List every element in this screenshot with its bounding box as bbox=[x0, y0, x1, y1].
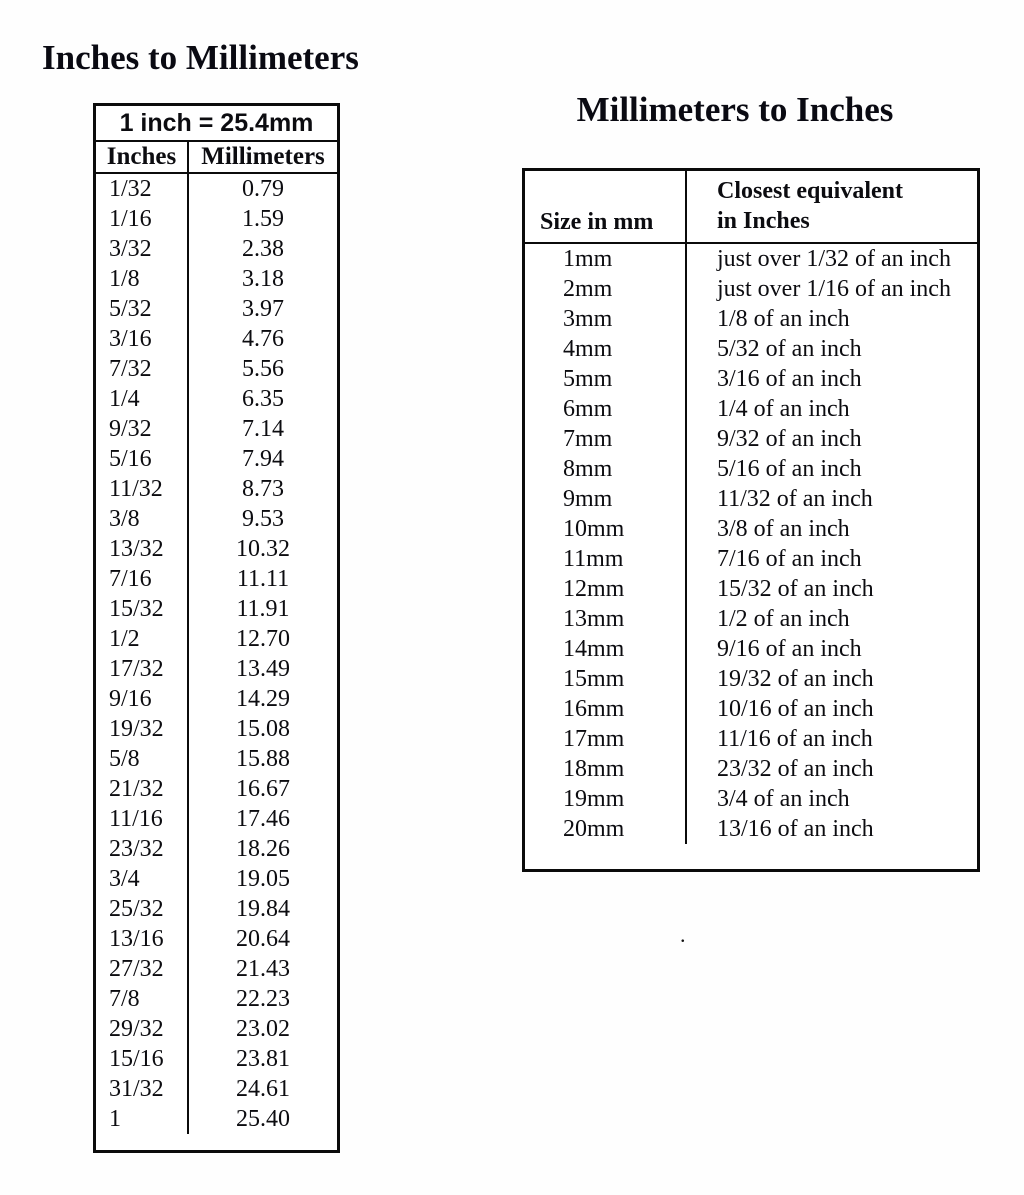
table-cell: 13mm bbox=[525, 604, 686, 634]
table-cell: 16.67 bbox=[236, 776, 290, 802]
closest-equivalent-column-header bbox=[686, 171, 977, 243]
table-row bbox=[96, 654, 337, 684]
inches-table-body bbox=[96, 173, 337, 1134]
table-cell: 5/8 bbox=[96, 744, 188, 774]
table-row bbox=[525, 694, 977, 724]
table-row bbox=[525, 394, 977, 424]
table-cell: 20mm bbox=[525, 814, 686, 844]
table-cell: 1/2 bbox=[96, 624, 188, 654]
table-cell: 17.46 bbox=[236, 806, 290, 832]
table-cell: 19/32 of an inch bbox=[717, 666, 874, 692]
table-cell: 23/32 bbox=[96, 834, 188, 864]
table-row bbox=[96, 714, 337, 744]
table-cell: 1/32 bbox=[96, 173, 188, 204]
table-cell: 3.97 bbox=[242, 296, 284, 322]
table-row bbox=[96, 954, 337, 984]
inches-column-header: Inches bbox=[96, 141, 188, 173]
table-cell: 17/32 bbox=[96, 654, 188, 684]
stray-dot-mark: . bbox=[680, 922, 686, 947]
table-cell: 14mm bbox=[525, 634, 686, 664]
table-cell: just over 1/32 of an inch bbox=[717, 246, 951, 272]
table-row bbox=[96, 1104, 337, 1134]
table-cell: 9/16 of an inch bbox=[717, 636, 862, 662]
table-row bbox=[96, 173, 337, 204]
table-cell: 3.18 bbox=[242, 266, 284, 292]
table-cell: 8.73 bbox=[242, 476, 284, 502]
table-cell: 1/16 bbox=[96, 204, 188, 234]
table-cell: 13/16 bbox=[96, 924, 188, 954]
table-row bbox=[525, 664, 977, 694]
table-row bbox=[525, 424, 977, 454]
table-cell: 2.38 bbox=[242, 236, 284, 262]
table-cell: 18.26 bbox=[236, 836, 290, 862]
table-cell: 19.84 bbox=[236, 896, 290, 922]
table-row bbox=[525, 814, 977, 844]
table-cell: 13.49 bbox=[236, 656, 290, 682]
table-row bbox=[525, 484, 977, 514]
table-cell: 3/4 bbox=[96, 864, 188, 894]
table-row bbox=[96, 294, 337, 324]
table-row bbox=[525, 334, 977, 364]
table-cell: 7/32 bbox=[96, 354, 188, 384]
table-cell: 12.70 bbox=[236, 626, 290, 652]
table-row bbox=[96, 564, 337, 594]
millimeters-to-inches-title: Millimeters to Inches bbox=[576, 90, 894, 129]
table-cell: 21/32 bbox=[96, 774, 188, 804]
table-cell: 13/32 bbox=[96, 534, 188, 564]
table-row bbox=[96, 804, 337, 834]
closest-equivalent-line1: Closest equivalent bbox=[717, 178, 903, 204]
table-cell: 25/32 bbox=[96, 894, 188, 924]
table-cell: 10/16 of an inch bbox=[717, 696, 874, 722]
table-row bbox=[96, 204, 337, 234]
table-cell: 7.94 bbox=[242, 446, 284, 472]
table-cell: 6mm bbox=[525, 394, 686, 424]
table-row bbox=[96, 264, 337, 294]
inches-to-millimeters-title: Inches to Millimeters bbox=[42, 38, 359, 77]
table-cell: 19.05 bbox=[236, 866, 290, 892]
millimeters-table-body bbox=[525, 243, 977, 844]
table-row bbox=[96, 894, 337, 924]
table-cell: 1/4 of an inch bbox=[717, 396, 850, 422]
table-cell: 3/8 of an inch bbox=[717, 516, 850, 542]
table-row bbox=[96, 414, 337, 444]
table-cell: 23.02 bbox=[236, 1016, 290, 1042]
table-cell: 3/16 bbox=[96, 324, 188, 354]
millimeters-to-inches-table bbox=[522, 168, 980, 872]
table-row bbox=[96, 234, 337, 264]
table-row bbox=[525, 274, 977, 304]
table-cell: 24.61 bbox=[236, 1076, 290, 1102]
table-row bbox=[96, 444, 337, 474]
column-header-row bbox=[525, 171, 977, 243]
table-cell: 11mm bbox=[525, 544, 686, 574]
table-cell: 1mm bbox=[525, 243, 686, 274]
inches-to-millimeters-table bbox=[93, 103, 340, 1153]
table-cell: 15/16 bbox=[96, 1044, 188, 1074]
table-cell: 1.59 bbox=[242, 206, 284, 232]
table-cell: 11/32 of an inch bbox=[717, 486, 873, 512]
table-row bbox=[96, 504, 337, 534]
table-cell: 5mm bbox=[525, 364, 686, 394]
table-row bbox=[96, 864, 337, 894]
table-cell: 7.14 bbox=[242, 416, 284, 442]
table-cell: 5/32 of an inch bbox=[717, 336, 862, 362]
table-cell: 15.08 bbox=[236, 716, 290, 742]
table-row bbox=[96, 744, 337, 774]
table-row bbox=[96, 474, 337, 504]
table-row bbox=[96, 1074, 337, 1104]
table-cell: 10mm bbox=[525, 514, 686, 544]
table-cell: 23.81 bbox=[236, 1046, 290, 1072]
table-row bbox=[525, 454, 977, 484]
table-cell: 16mm bbox=[525, 694, 686, 724]
table-cell: 9/32 of an inch bbox=[717, 426, 862, 452]
table-row bbox=[96, 354, 337, 384]
conversion-formula-row bbox=[96, 106, 337, 141]
table-cell: 20.64 bbox=[236, 926, 290, 952]
table-cell: 11.91 bbox=[236, 596, 290, 622]
table-cell: 31/32 bbox=[96, 1074, 188, 1104]
table-cell: 1/2 of an inch bbox=[717, 606, 850, 632]
table-cell: 9/16 bbox=[96, 684, 188, 714]
table-cell: 19mm bbox=[525, 784, 686, 814]
table-cell: 5/16 of an inch bbox=[717, 456, 862, 482]
table-cell: 15/32 of an inch bbox=[717, 576, 874, 602]
table-row bbox=[96, 984, 337, 1014]
table-row bbox=[96, 684, 337, 714]
table-cell: 8mm bbox=[525, 454, 686, 484]
table-cell: 19/32 bbox=[96, 714, 188, 744]
table-cell: 7/16 of an inch bbox=[717, 546, 862, 572]
table-cell: 5/16 bbox=[96, 444, 188, 474]
table-cell: 5/32 bbox=[96, 294, 188, 324]
table-cell: 11/16 of an inch bbox=[717, 726, 873, 752]
table-row bbox=[525, 364, 977, 394]
table-cell: 15mm bbox=[525, 664, 686, 694]
table-cell: 9/32 bbox=[96, 414, 188, 444]
column-header-row bbox=[96, 141, 337, 173]
table-row bbox=[96, 324, 337, 354]
table-row bbox=[525, 604, 977, 634]
millimeters-column-header: Millimeters bbox=[188, 141, 337, 173]
table-cell: 11.11 bbox=[236, 566, 290, 592]
table-cell: 7/8 bbox=[96, 984, 188, 1014]
table-row bbox=[525, 514, 977, 544]
table-row bbox=[96, 534, 337, 564]
table-cell: 15/32 bbox=[96, 594, 188, 624]
table-cell: 6.35 bbox=[242, 386, 284, 412]
table-row bbox=[525, 243, 977, 274]
table-cell: 1/8 of an inch bbox=[717, 306, 850, 332]
table-cell: 7/16 bbox=[96, 564, 188, 594]
table-cell: 22.23 bbox=[236, 986, 290, 1012]
table-cell: 21.43 bbox=[236, 956, 290, 982]
table-cell: 7mm bbox=[525, 424, 686, 454]
table-cell: 29/32 bbox=[96, 1014, 188, 1044]
table-cell: 11/32 bbox=[96, 474, 188, 504]
table-cell: 18mm bbox=[525, 754, 686, 784]
table-cell: 9mm bbox=[525, 484, 686, 514]
table-cell: 3/8 bbox=[96, 504, 188, 534]
table-row bbox=[96, 774, 337, 804]
table-cell: 3mm bbox=[525, 304, 686, 334]
table-row bbox=[525, 634, 977, 664]
table-cell: 12mm bbox=[525, 574, 686, 604]
conversion-formula: 1 inch = 25.4mm bbox=[96, 106, 337, 141]
table-cell: 3/4 of an inch bbox=[717, 786, 850, 812]
table-cell: 3/32 bbox=[96, 234, 188, 264]
table-cell: 1 bbox=[96, 1104, 188, 1134]
closest-equivalent-line2: in Inches bbox=[717, 208, 810, 234]
table-cell: 1/8 bbox=[96, 264, 188, 294]
table-cell: 3/16 of an inch bbox=[717, 366, 862, 392]
table-cell: 4mm bbox=[525, 334, 686, 364]
table-row bbox=[96, 624, 337, 654]
table-cell: 27/32 bbox=[96, 954, 188, 984]
table-row bbox=[96, 594, 337, 624]
table-row bbox=[525, 304, 977, 334]
table-cell: just over 1/16 of an inch bbox=[717, 276, 951, 302]
table-row bbox=[96, 1044, 337, 1074]
table-row bbox=[525, 574, 977, 604]
table-row bbox=[525, 784, 977, 814]
table-cell: 13/16 of an inch bbox=[717, 816, 874, 842]
table-row bbox=[96, 384, 337, 414]
table-cell: 23/32 of an inch bbox=[717, 756, 874, 782]
table-cell: 10.32 bbox=[236, 536, 290, 562]
table-cell: 15.88 bbox=[236, 746, 290, 772]
table-cell: 1/4 bbox=[96, 384, 188, 414]
table-row bbox=[525, 544, 977, 574]
table-cell: 14.29 bbox=[236, 686, 290, 712]
table-cell: 4.76 bbox=[242, 326, 284, 352]
table-cell: 0.79 bbox=[242, 176, 284, 202]
table-cell: 2mm bbox=[525, 274, 686, 304]
table-row bbox=[96, 834, 337, 864]
table-cell: 25.40 bbox=[236, 1106, 290, 1132]
table-cell: 11/16 bbox=[96, 804, 188, 834]
table-cell: 9.53 bbox=[242, 506, 284, 532]
table-row bbox=[96, 1014, 337, 1044]
table-row bbox=[96, 924, 337, 954]
table-row bbox=[525, 754, 977, 784]
table-cell: 17mm bbox=[525, 724, 686, 754]
table-cell: 5.56 bbox=[242, 356, 284, 382]
size-in-mm-column-header: Size in mm bbox=[525, 171, 686, 243]
table-row bbox=[525, 724, 977, 754]
